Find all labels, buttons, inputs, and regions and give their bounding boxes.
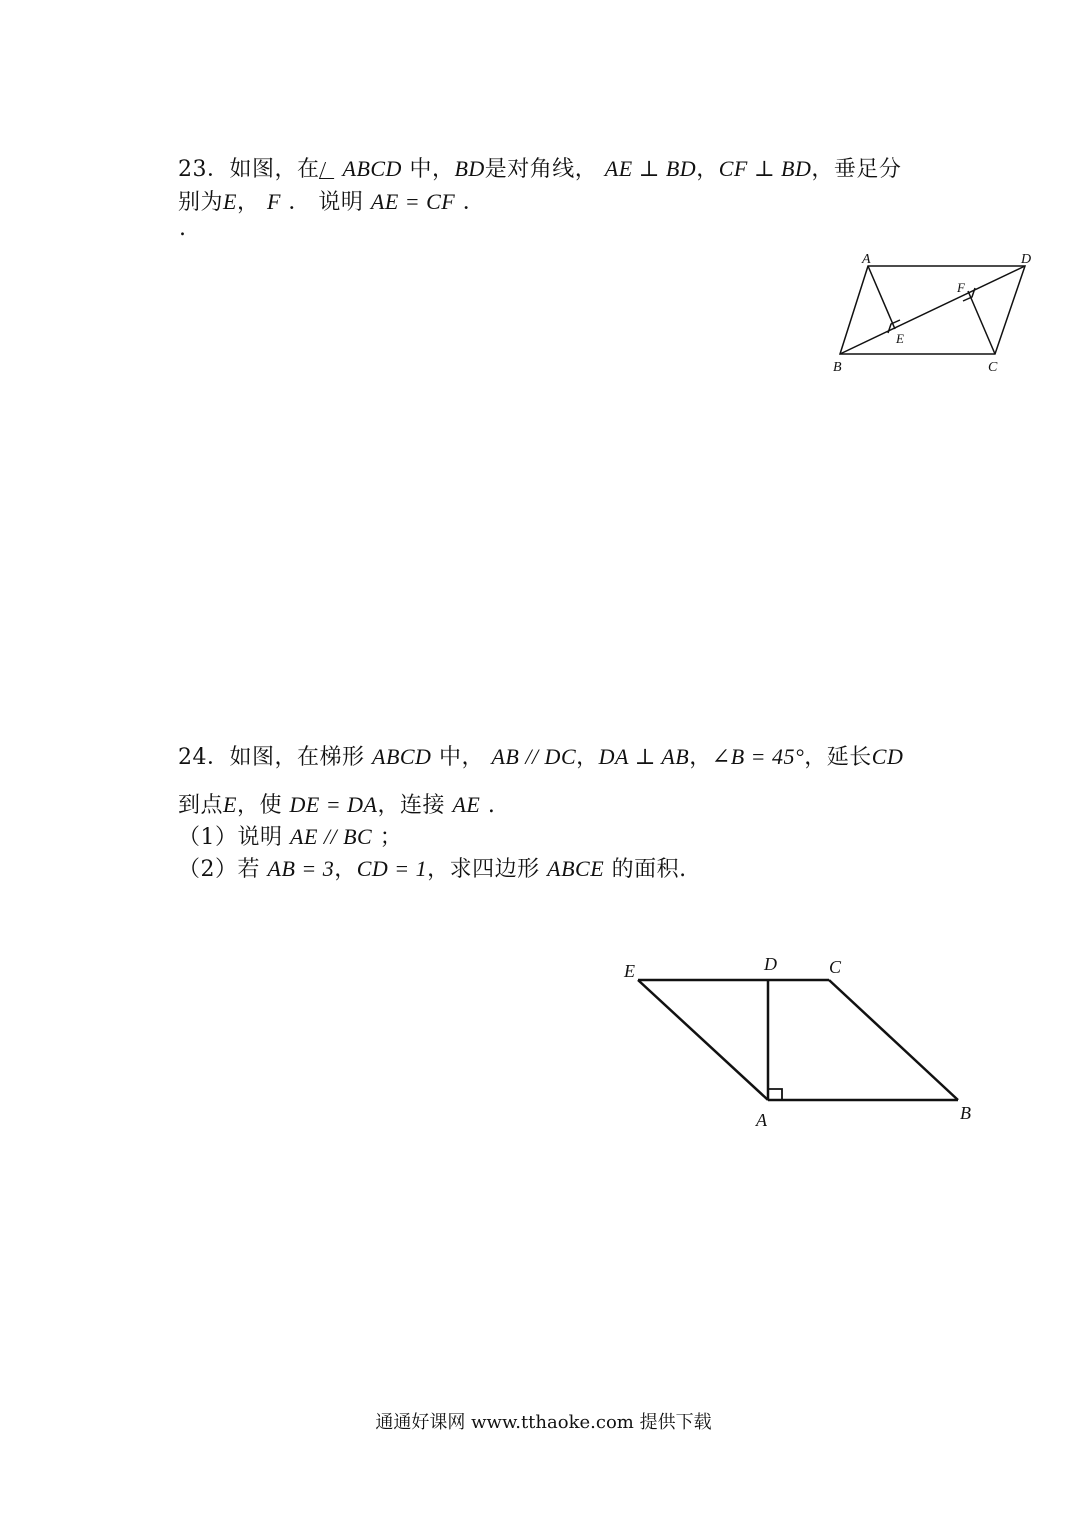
q23-text: 别为 <box>178 190 224 215</box>
q24-math: AB = 3 <box>267 856 335 881</box>
q24-math: DE = DA <box>289 792 378 817</box>
label-d: D <box>764 954 777 974</box>
q24-text: 到点 <box>178 793 224 818</box>
q23-math: CF ⊥ BD <box>718 156 812 181</box>
label-d: D <box>1021 252 1032 267</box>
q24-text: 中， <box>431 745 492 770</box>
q24-math: AB // DC <box>491 744 577 769</box>
q24-math: AE <box>452 792 481 817</box>
q24-text: （2）若 <box>178 857 268 882</box>
q24-math: ABCE <box>547 856 605 881</box>
label-e: E <box>624 961 635 981</box>
segment-ae <box>638 980 768 1100</box>
label-a: A <box>862 252 871 267</box>
q23-text: ， <box>696 157 719 182</box>
label-b: B <box>833 360 842 375</box>
q24-text: ，连接 <box>377 793 453 818</box>
q23-stray-dot: . <box>179 216 187 241</box>
q23-text: 23．如图，在 <box>178 157 320 182</box>
q24-text: . <box>480 793 496 818</box>
q24-text: ， <box>334 857 357 882</box>
q23-text: ， <box>236 190 267 215</box>
q24-text: 的面积. <box>604 857 687 882</box>
right-angle-mark-a <box>768 1089 782 1100</box>
label-c: C <box>988 360 998 375</box>
q23-math: E <box>223 189 237 214</box>
page-footer: 通通好课网 www.tthaoke.com 提供下载 <box>375 1412 712 1433</box>
q24-math: E <box>223 792 237 817</box>
q24-math: CD <box>871 744 904 769</box>
q24-text: ，求四边形 <box>427 857 548 882</box>
q24-math: ∠B = 45° <box>711 744 805 769</box>
label-c: C <box>829 957 842 977</box>
q24-text: ，延长 <box>804 745 872 770</box>
q23-text: ． <box>455 190 486 215</box>
q23-math: AE ⊥ BD <box>604 156 697 181</box>
q24-text: ； <box>372 825 403 850</box>
q24-text: ，使 <box>236 793 290 818</box>
q23-math: BD <box>454 156 485 181</box>
label-e: E <box>896 331 904 346</box>
q23-math: ABCD <box>342 156 402 181</box>
q24-math: ABCD <box>372 744 432 769</box>
q24-math: DA ⊥ AB <box>598 744 690 769</box>
label-f: F <box>957 280 965 295</box>
q23-text: 中， <box>401 157 455 182</box>
q24-math: AE // BC <box>290 824 373 849</box>
label-a: A <box>756 1110 767 1130</box>
q23-math: F <box>266 189 281 214</box>
q24-text: ， <box>576 745 599 770</box>
segment-cb <box>829 980 958 1100</box>
label-b: B <box>960 1103 971 1123</box>
q23-text: 是对角线， <box>484 157 605 182</box>
q23-text: ，垂足分 <box>811 157 902 182</box>
q24-math: CD = 1 <box>356 856 428 881</box>
q24-text: ， <box>689 745 712 770</box>
q24-text: 24．如图，在梯形 <box>178 745 372 770</box>
q23-text: ． 说明 <box>280 190 371 215</box>
q23-math: AE = CF <box>370 189 456 214</box>
q24-text: （1）说明 <box>178 825 290 850</box>
